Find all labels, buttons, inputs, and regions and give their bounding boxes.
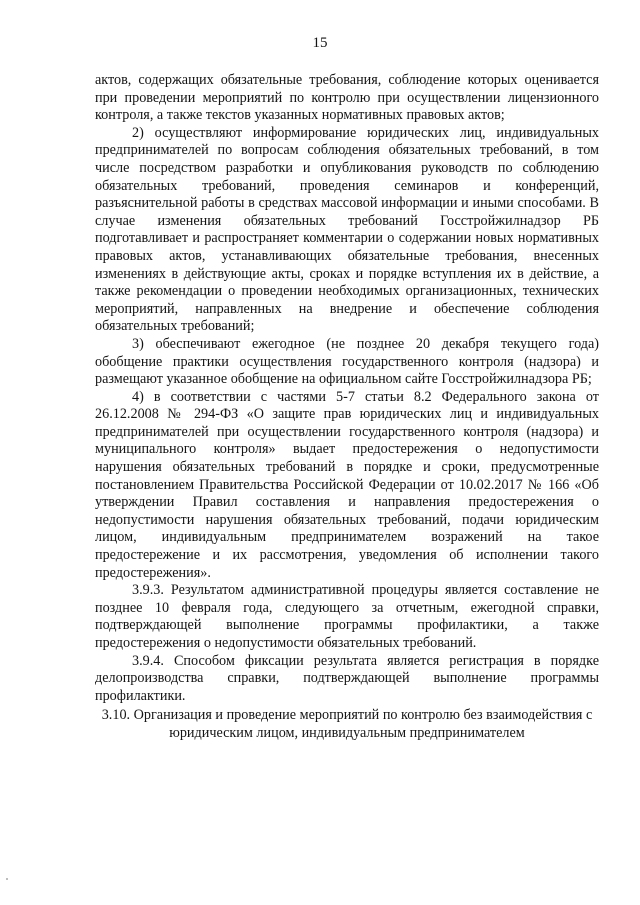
body-text bbox=[95, 72, 599, 743]
section-heading-3-10: 3.10. Организация и проведение мероприятий по контролю без взаимодействия с юридическим лицом, индивидуальным предпринимателем bbox=[101, 707, 593, 741]
paragraph-item-4: 4) в соответствии с частями 5-7 статьи 8.2 Федерального закона от 26.12.2008 № 294-ФЗ «О защите прав юридических лиц и индивидуальных предпринимателей при осуществлении государственного контроля (надзора) и муниципального контроля» выдает предостережения о недопустимости нарушения обязательных требований в порядке и сроки, предусмотренные постановлением Правительства Российской Федерации от 10.02.2017 № 166 «Об утверждении Правил составления и направления предостережения о недопустимости нарушения обязательных требований, подачи юридическим лицом, индивидуальным предпринимателем возражений на такое предостережение и их рассмотрения, уведомления об исполнении такого предостережения». bbox=[95, 388, 599, 581]
scan-dot bbox=[6, 878, 8, 880]
paragraph-3-9-4: 3.9.4. Способом фиксации результата является регистрация в порядке делопроизводства справки, подтверждающей выполнение программы профилактики. bbox=[95, 652, 599, 704]
paragraph-continuation: актов, содержащих обязательные требования, соблюдение которых оценивается при проведении мероприятий по контролю при осуществлении лицензионного контроля, а также текстов указанных нормативных правовых актов; bbox=[95, 72, 599, 124]
page-number: 15 bbox=[312, 35, 328, 51]
paragraph-item-3: 3) обеспечивают ежегодное (не позднее 20 декабря текущего года) обобщение практики осуществления государственного контроля (надзора) и размещают указанное обобщение на официальном сайте Госстройжилнадзора РБ; bbox=[95, 335, 599, 388]
paragraph-3-9-3: 3.9.3. Результатом административной процедуры является составление не позднее 10 февраля года, следующего за отчетным, ежегодной справки, подтверждающей выполнение программы профилактики, а также предостережения о недопустимости обязательных требований. bbox=[95, 582, 599, 651]
paragraph-item-2: 2) осуществляют информирование юридических лиц, индивидуальных предпринимателей по вопросам соблюдения обязательных требований, в том числе посредством разработки и опубликования руководств по соблюдению обязательных требований, проведения семинаров и конференций, разъяснительной работы в средствах массовой информации и иными способами. В случае изменения обязательных требований Госстройжилнадзор РБ подготавливает и распространяет комментарии о содержании новых нормативных правовых актов, устанавливающих обязательные требования, внесенных изменениях в действующие акты, сроках и порядке вступления их в действие, а также рекомендации о проведении необходимых организационных, технических мероприятий, направленных на внедрение и обеспечение соблюдения обязательных требований; bbox=[95, 124, 599, 335]
